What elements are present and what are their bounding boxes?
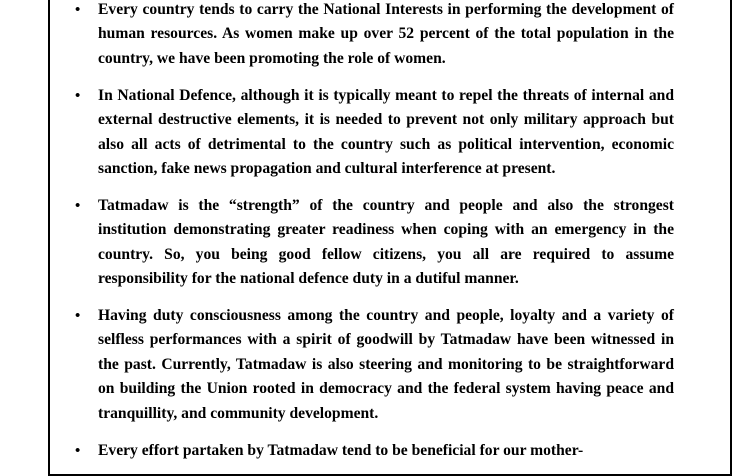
paragraph-text: Tatmadaw is the “strength” of the country and people and also the strongest institution demonstrating greater readiness when coping with an emergency in the country. So, you being good fellow citizens, you all are required to assume responsibility for the national defence duty in a dutiful manner. bbox=[98, 196, 674, 288]
paragraph-text: Every country tends to carry the National Interests in performing the development of human resources. As women make up over 52 percent of the total population in the country, we have been promoting the role of women. bbox=[98, 1, 674, 67]
bullet-icon: • bbox=[75, 87, 81, 104]
bullet-icon: • bbox=[75, 442, 81, 459]
list-item bbox=[72, 439, 674, 463]
bullet-icon: • bbox=[75, 2, 81, 18]
list-item bbox=[72, 304, 674, 426]
list-item bbox=[72, 194, 674, 292]
paragraph-text: Every effort partaken by Tatmadaw tend to be beneficial for our mother- bbox=[98, 441, 584, 459]
bullet-icon: • bbox=[75, 197, 81, 214]
list-item bbox=[72, 84, 674, 182]
paragraph-text: Having duty consciousness among the country and people, loyalty and a variety of selfless performances with a spirit of goodwill by Tatmadaw have been witnessed in the past. Currently, Tatmadaw is also steering and monitoring to be straightforward on building the Union rooted in democracy and the federal system having peace and tranquillity, and community development. bbox=[98, 306, 674, 422]
bullet-icon: • bbox=[75, 307, 81, 324]
list-item bbox=[72, 0, 674, 71]
paragraph-text: In National Defence, although it is typically meant to repel the threats of internal and external destructive elements, it is needed to prevent not only military approach but also all acts of detrimental to the country such as political intervention, economic sanction, fake news propagation and cultural interference at present. bbox=[98, 86, 674, 177]
bullet-list bbox=[72, 0, 674, 475]
